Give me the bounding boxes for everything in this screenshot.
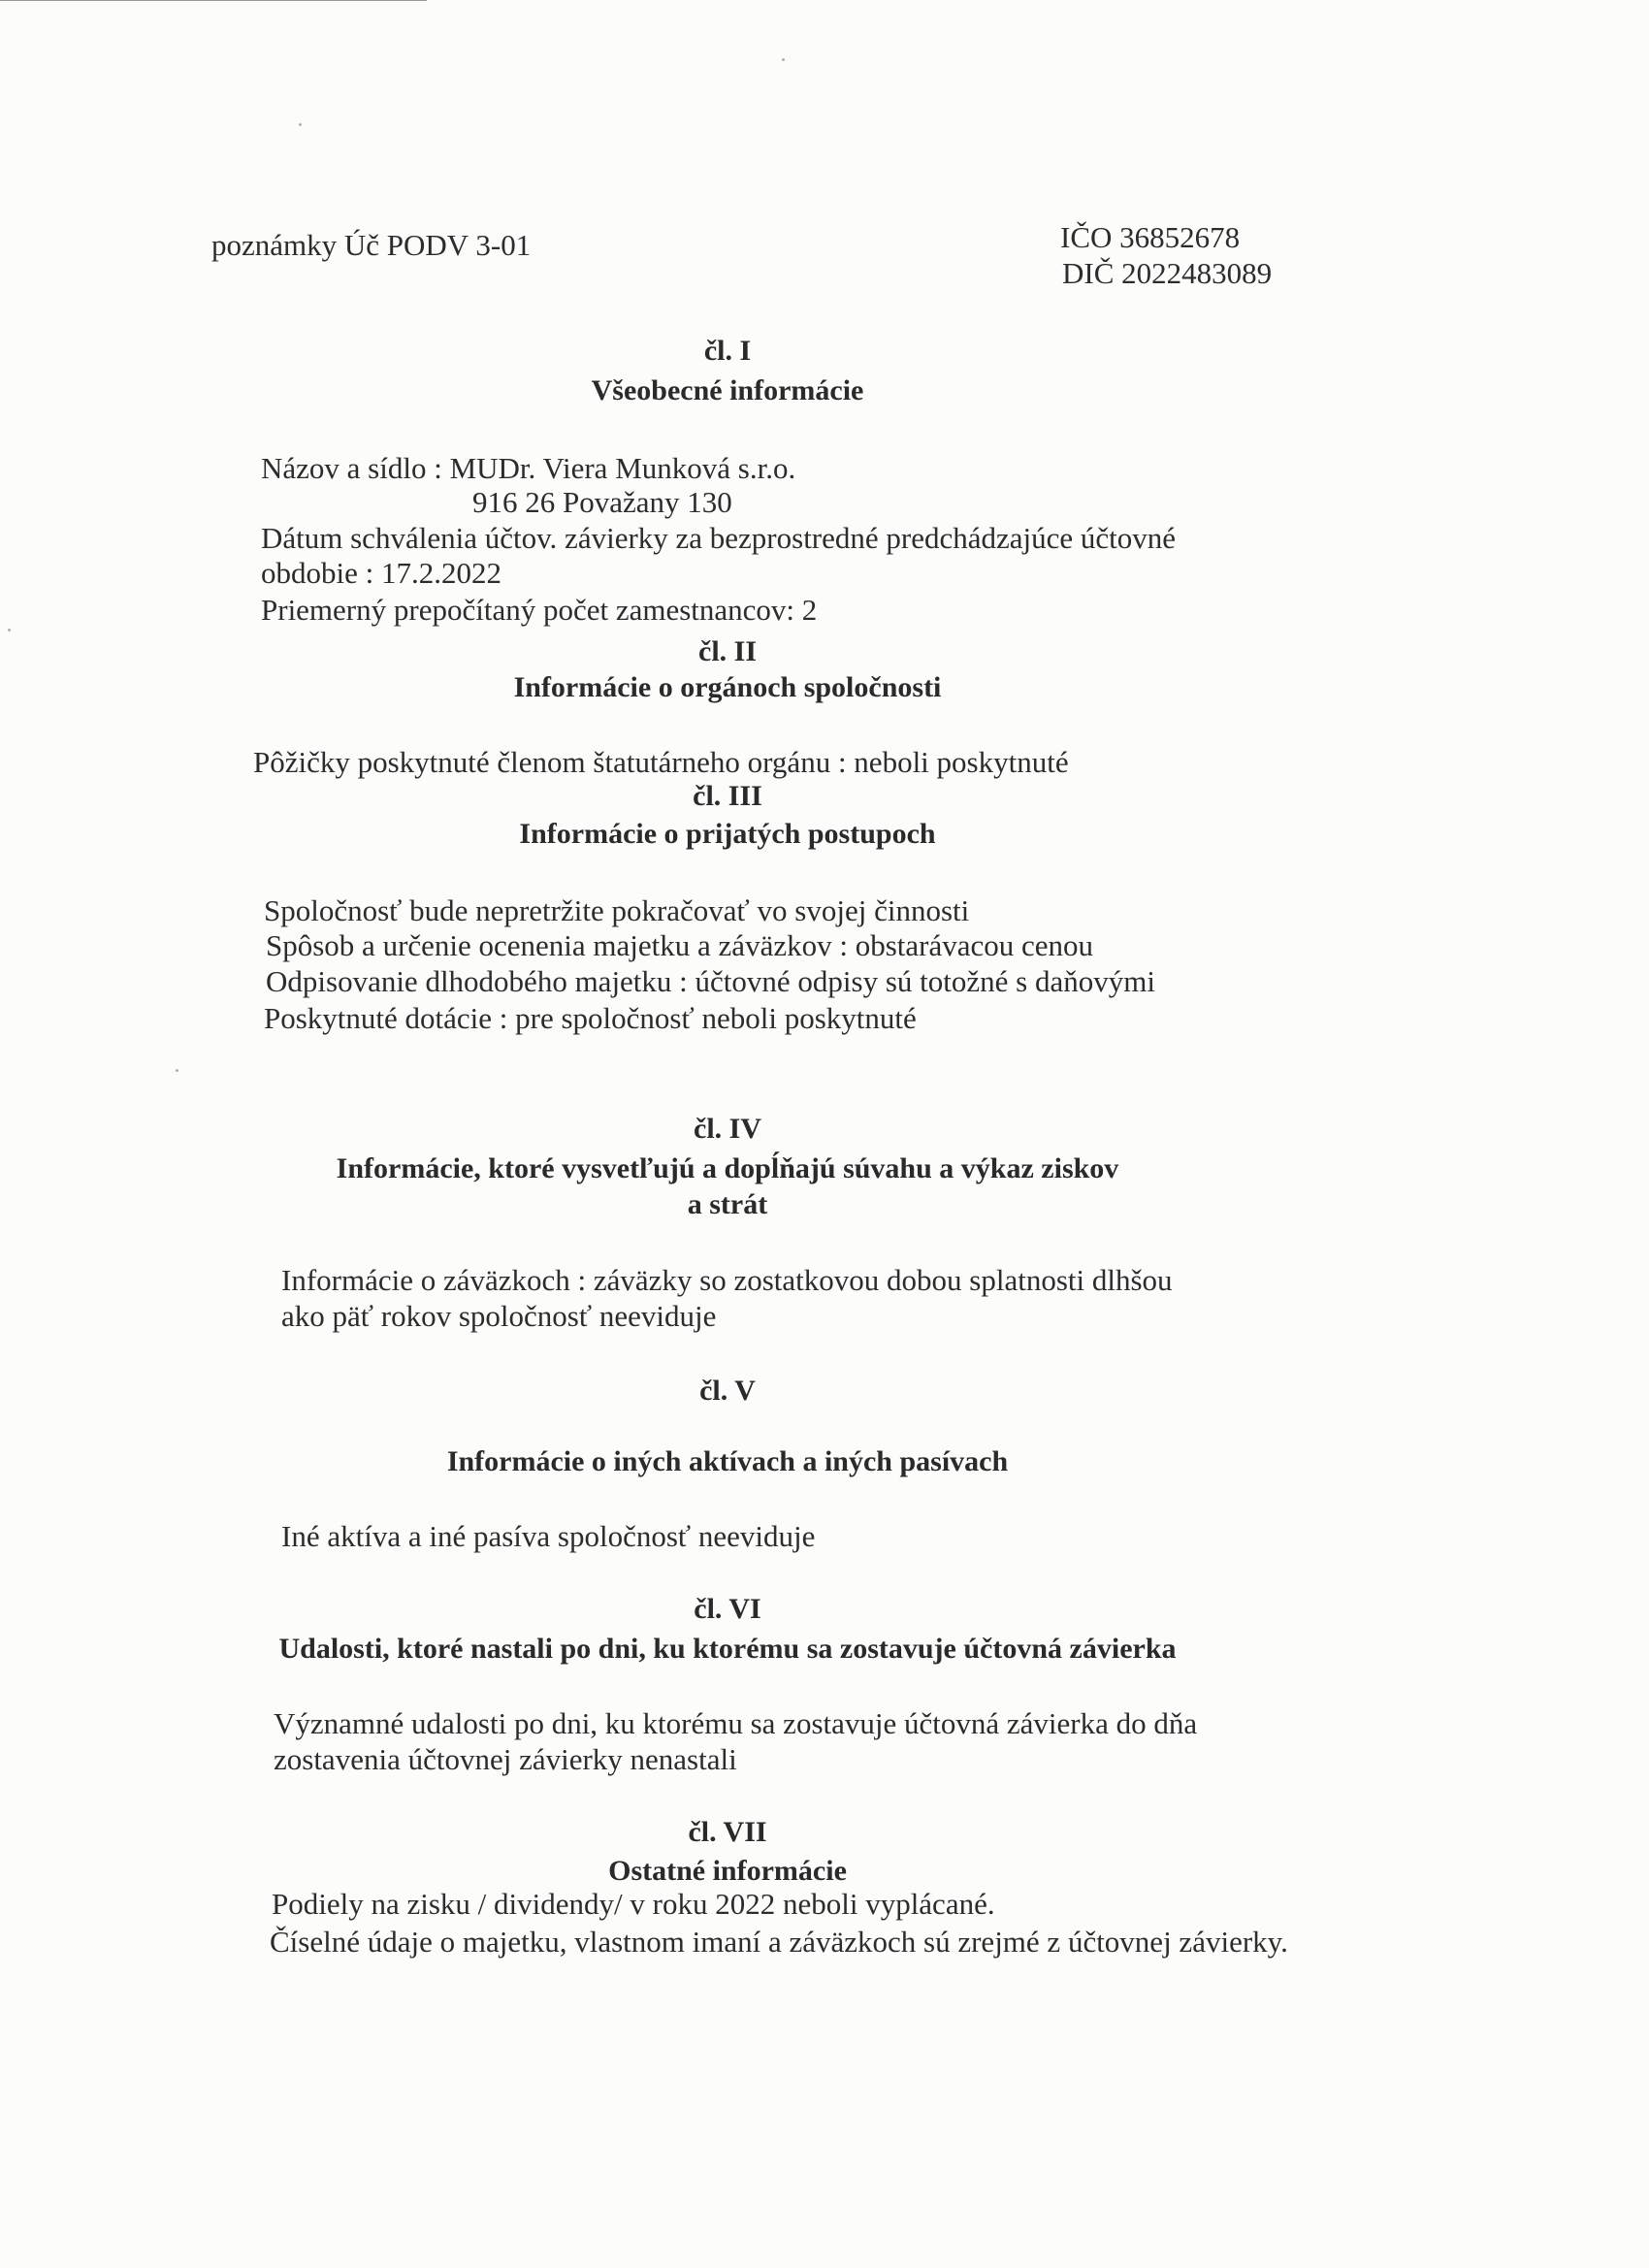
section-1-number: čl. I (703, 335, 752, 367)
section-5-title: Informácie o iných aktívach a iných pasívach (446, 1445, 1009, 1477)
section-1-line: Priemerný prepočítaný počet zamestnancov: 2 (261, 593, 818, 627)
scan-speck (782, 58, 785, 61)
section-4-number: čl. IV (694, 1113, 761, 1145)
document-code: poznámky Úč PODV 3-01 (211, 228, 532, 262)
section-4-title-cont: a strát (687, 1188, 768, 1220)
section-3-line: Spôsob a určenie ocenenia majetku a záväzkov : obstarávacou cenou (266, 928, 1093, 962)
section-1-line: Názov a sídlo : MUDr. Viera Munková s.r.o. (261, 451, 796, 485)
section-4-line: ako päť rokov spoločnosť neeviduje (281, 1299, 717, 1333)
section-3-number: čl. III (693, 780, 762, 812)
section-5-number: čl. V (699, 1375, 756, 1407)
section-3-title: Informácie o prijatých postupoch (519, 818, 936, 850)
scan-speck (8, 629, 11, 632)
section-5-line: Iné aktíva a iné pasíva spoločnosť neeviduje (281, 1519, 816, 1553)
section-4-line: Informácie o záväzkoch : záväzky so zostatkovou dobou splatnosti dlhšou (281, 1263, 1173, 1297)
section-1-line: 916 26 Považany 130 (472, 485, 732, 519)
section-1-line: obdobie : 17.2.2022 (261, 556, 501, 590)
section-7-line: Číselné údaje o majetku, vlastnom imaní a záväzkoch sú zrejmé z účtovnej závierky. (270, 1925, 1288, 1959)
section-2-title: Informácie o orgánoch spoločnosti (513, 671, 942, 703)
section-6-title: Udalosti, ktoré nastali po dni, ku ktorému sa zostavuje účtovná závierka (278, 1633, 1177, 1665)
section-3-line: Odpisovanie dlhodobého majetku : účtovné odpisy sú totožné s daňovými (266, 964, 1155, 998)
section-6-line: zostavenia účtovnej závierky nenastali (274, 1742, 737, 1776)
section-1-line: Dátum schválenia účtov. závierky za bezprostredné predchádzajúce účtovné (261, 521, 1177, 555)
scan-edge-line (0, 0, 427, 1)
section-6-line: Významné udalosti po dni, ku ktorému sa zostavuje účtovná závierka do dňa (274, 1706, 1198, 1740)
section-6-number: čl. VI (694, 1593, 761, 1625)
dic-number: DIČ 2022483089 (1062, 256, 1273, 290)
section-4-title: Informácie, ktoré vysvetľujú a dopĺňajú súvahu a výkaz ziskov (336, 1152, 1119, 1184)
section-3-line: Poskytnuté dotácie : pre spoločnosť neboli poskytnuté (264, 1001, 917, 1035)
section-7-number: čl. VII (688, 1816, 767, 1848)
ico-number: IČO 36852678 (1060, 220, 1241, 254)
section-3-line: Spoločnosť bude nepretržite pokračovať vo svojej činnosti (264, 893, 970, 927)
section-2-line: Pôžičky poskytnuté členom štatutárneho orgánu : neboli poskytnuté (253, 745, 1069, 779)
scan-speck (176, 1069, 178, 1072)
section-1-title: Všeobecné informácie (591, 374, 864, 406)
section-7-title: Ostatné informácie (608, 1855, 847, 1887)
section-2-number: čl. II (698, 635, 757, 667)
section-7-line: Podiely na zisku / dividendy/ v roku 2022 neboli vyplácané. (272, 1887, 995, 1921)
scan-speck (299, 123, 302, 126)
